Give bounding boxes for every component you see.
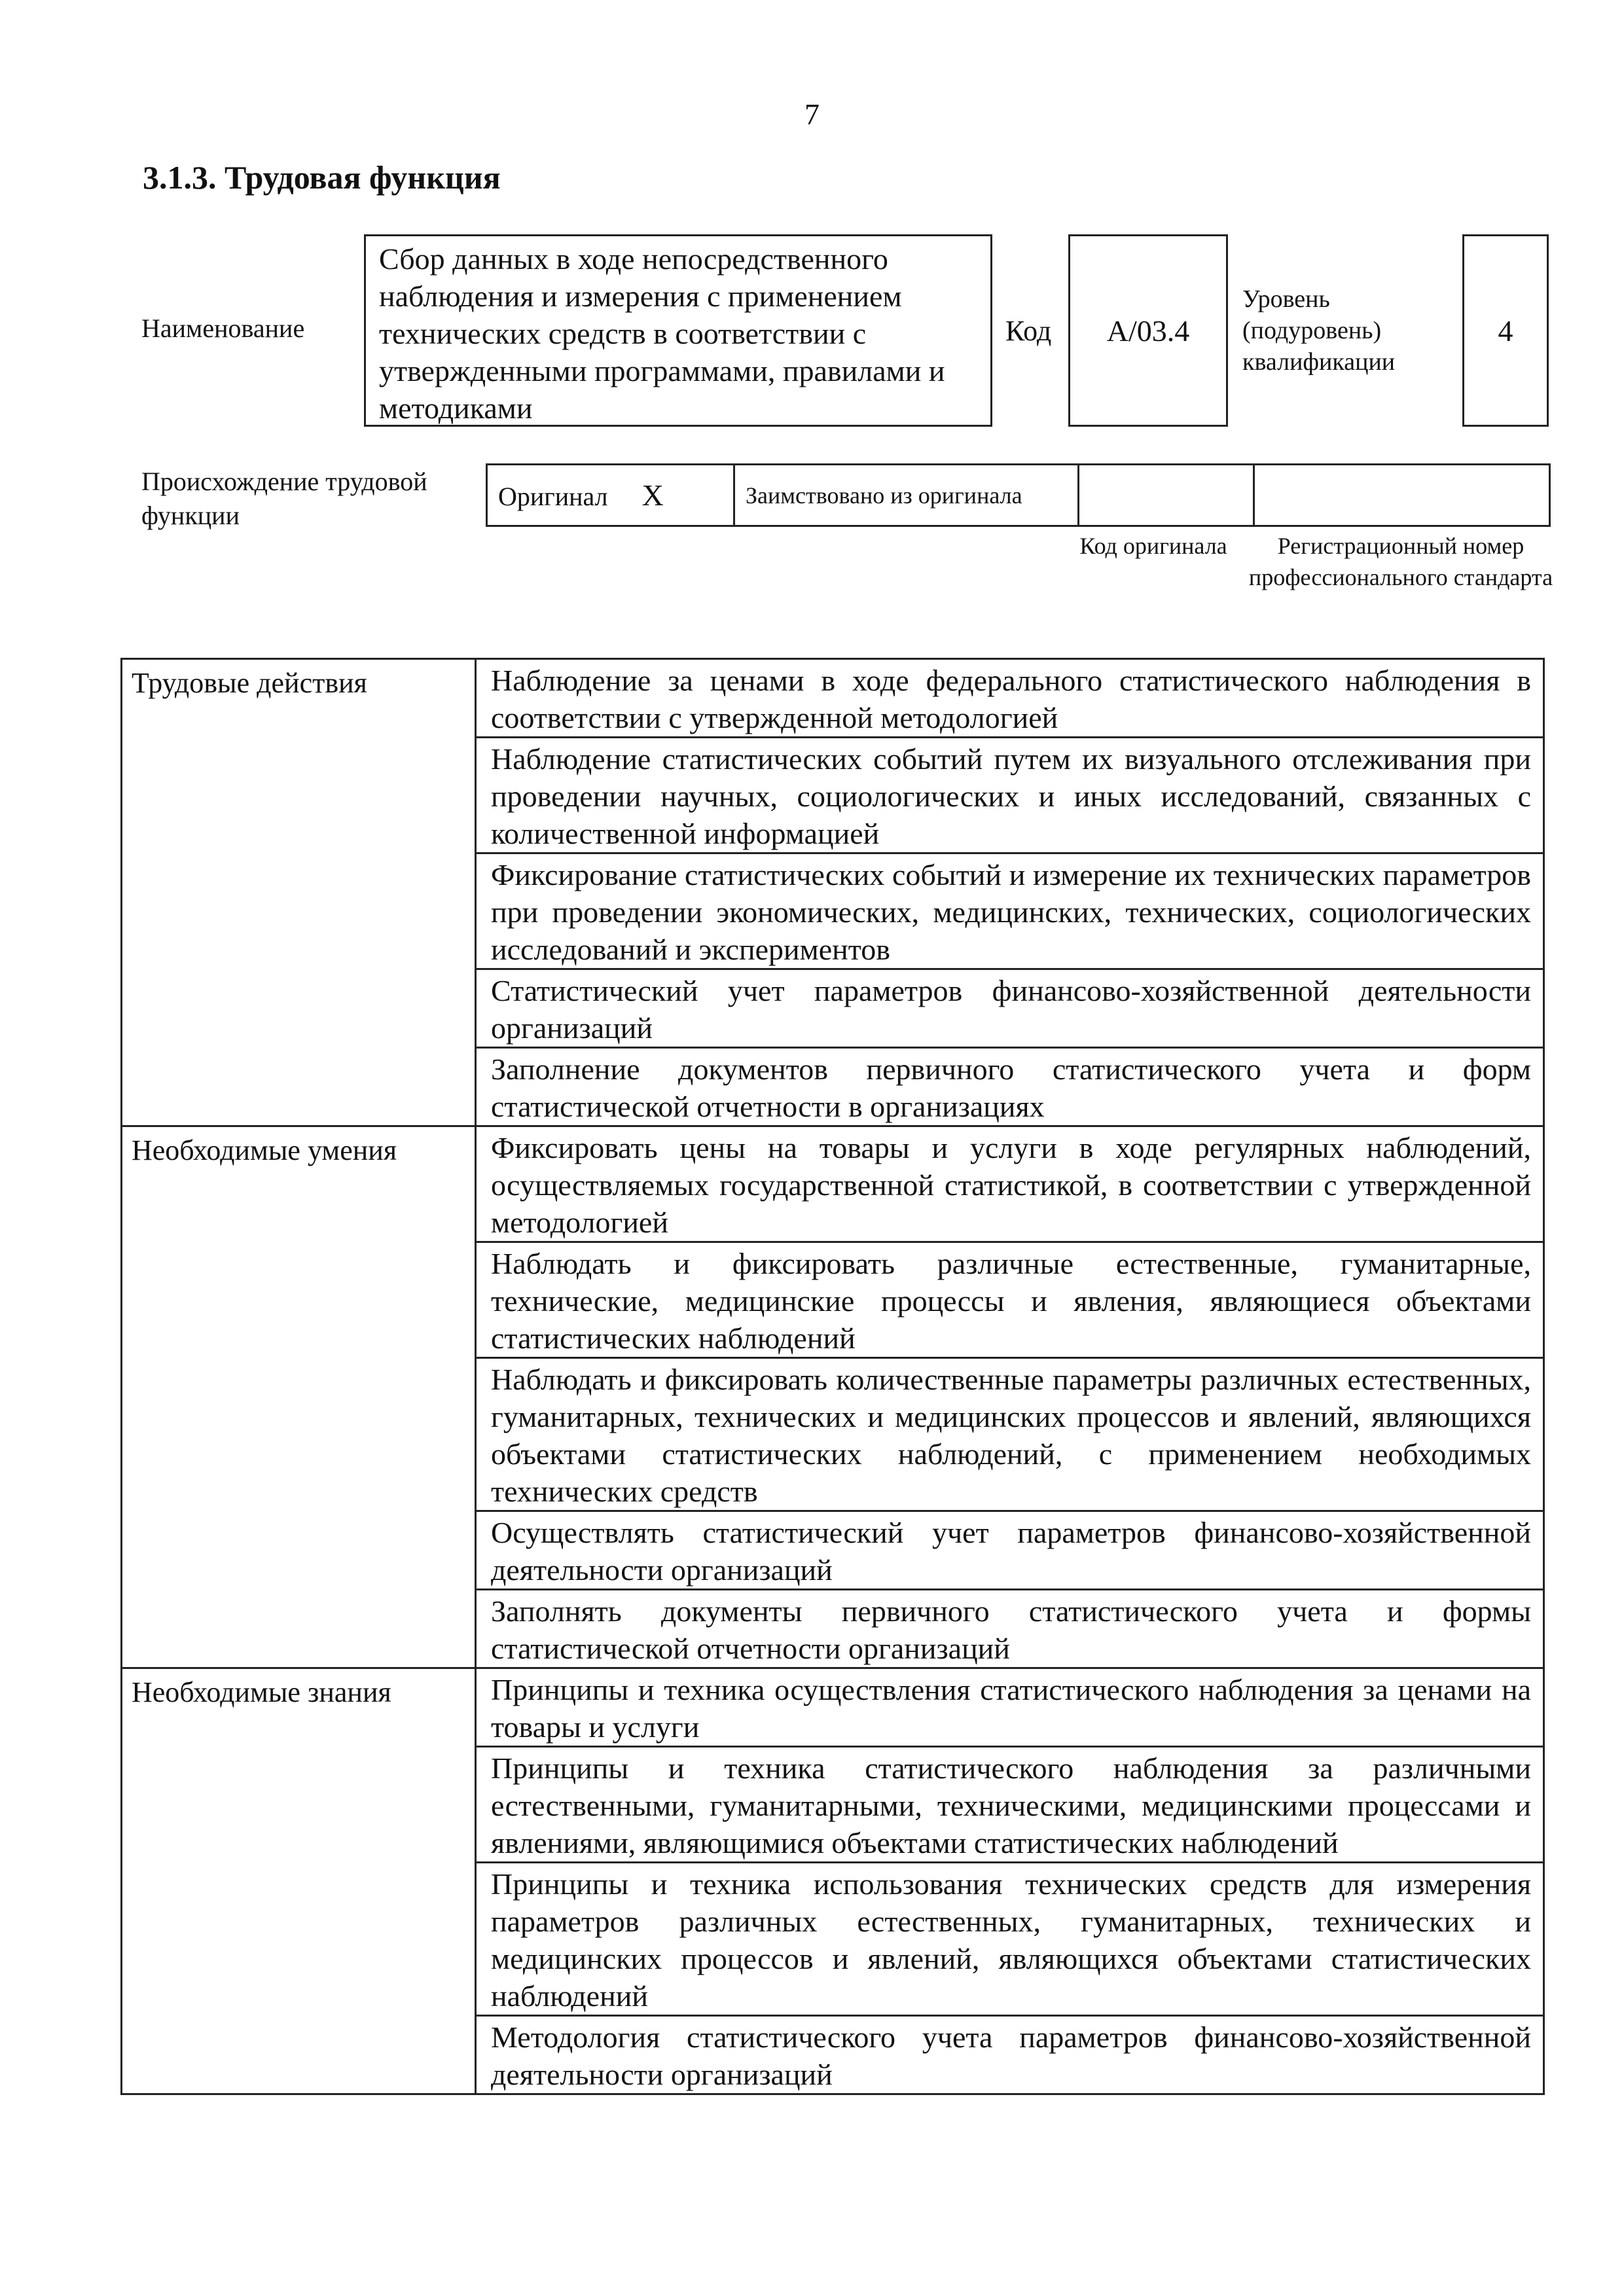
section-item: Принципы и техника использования технических средств для измерения параметров различных естественных, гуманитарных, технических и медицинских процессов и явлений, являющихся объектами статистических наблюдений (476, 1863, 1544, 2016)
registration-number-cell (1254, 465, 1550, 526)
section-label: Необходимые знания (122, 1668, 476, 2094)
code-label: Код (1005, 315, 1052, 347)
section-item: Наблюдать и фиксировать различные естественные, гуманитарные, технические, медицинские процессы и явления, являющиеся объектами статистических наблюдений (476, 1242, 1544, 1358)
section-title: 3.1.3. Трудовая функция (143, 159, 501, 196)
function-details-table (120, 658, 1545, 2095)
section-item: Осуществлять статистический учет параметров финансово-хозяйственной деятельности организаций (476, 1511, 1544, 1590)
table-row (122, 1126, 1544, 1242)
qualification-level-box: 4 (1462, 234, 1549, 427)
table-row (122, 1668, 1544, 1747)
section-item: Принципы и техника статистического наблюдения за различными естественными, гуманитарными, техническими, медицинскими процессами и явлениями, являющимися объектами статистических наблюдений (476, 1747, 1544, 1863)
original-code-cell (1079, 465, 1254, 526)
section-item: Наблюдение статистических событий путем их визуального отслеживания при проведении научных, социологических и иных исследований, связанных с количественной информацией (476, 738, 1544, 853)
original-code-caption: Код оригинала (1079, 533, 1227, 559)
original-label: Оригинал (498, 482, 608, 511)
section-item: Фиксирование статистических событий и измерение их технических параметров при проведении экономических, медицинских, технических, социологических исследований и экспериментов (476, 853, 1544, 969)
borrowed-cell: Заимствовано из оригинала (734, 465, 1079, 526)
table-row (122, 659, 1544, 738)
section-item: Методология статистического учета параметров финансово-хозяйственной деятельности организаций (476, 2016, 1544, 2094)
original-cell (487, 465, 734, 526)
page-number: 7 (804, 98, 820, 131)
section-item: Статистический учет параметров финансово-хозяйственной деятельности организаций (476, 969, 1544, 1048)
function-name-box: Сбор данных в ходе непосредственного наблюдения и измерения с применением технических средств в соответствии с утвержденными программами, правилами и методиками (364, 234, 992, 427)
section-item: Наблюдение за ценами в ходе федерального статистического наблюдения в соответствии с утвержденной методологией (476, 659, 1544, 738)
qualification-level-label (1242, 283, 1439, 378)
original-mark: X (641, 478, 664, 512)
section-item: Заполнение документов первичного статистического учета и форм статистической отчетности в организациях (476, 1048, 1544, 1126)
function-code-box: А/03.4 (1068, 234, 1228, 427)
section-label: Необходимые умения (122, 1126, 476, 1668)
level-label-text: Уровень (подуровень) квалификации (1242, 285, 1396, 376)
section-item: Наблюдать и фиксировать количественные параметры различных естественных, гуманитарных, технических и медицинских процессов и явлений, являющихся объектами статистических наблюдений, с применением необходимых технических средств (476, 1358, 1544, 1511)
section-item: Фиксировать цены на товары и услуги в ходе регулярных наблюдений, осуществляемых государственной статистикой, в соответствии с утвержденной методологией (476, 1126, 1544, 1242)
origin-table (486, 463, 1551, 527)
name-label: Наименование (141, 314, 305, 343)
section-item: Принципы и техника осуществления статистического наблюдения за ценами на товары и услуги (476, 1668, 1544, 1747)
registration-number-caption: Регистрационный номер профессионального стандарта (1248, 533, 1553, 590)
section-label: Трудовые действия (122, 659, 476, 1126)
function-details-body (122, 659, 1544, 2094)
section-item: Заполнять документы первичного статистического учета и формы статистической отчетности организаций (476, 1590, 1544, 1668)
origin-label: Происхождение трудовой функции (141, 467, 427, 530)
